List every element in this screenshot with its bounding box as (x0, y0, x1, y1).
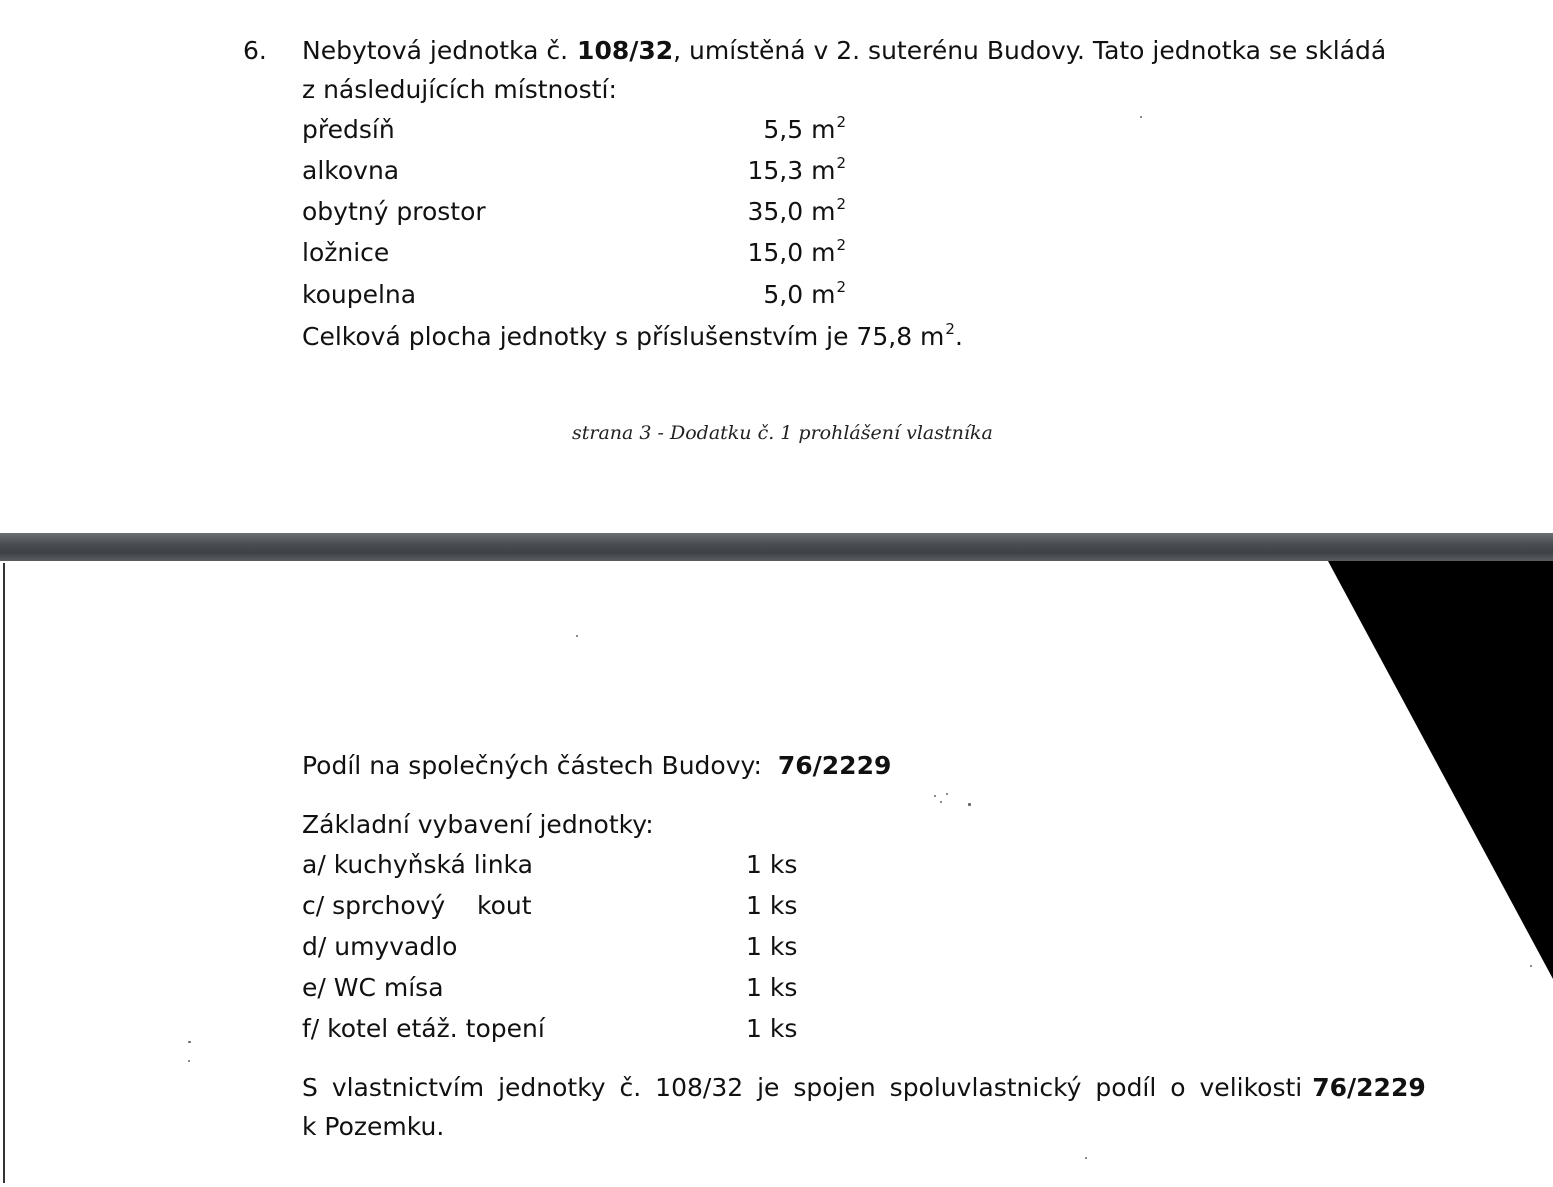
equipment-item: d/ umyvadlo (302, 932, 458, 961)
room-name: předsíň (302, 115, 395, 144)
equipment-item: a/ kuchyňská linka (302, 850, 533, 879)
room-name: alkovna (302, 156, 400, 185)
black-triangle (1328, 561, 1553, 979)
equipment-item: e/ WC mísa (302, 973, 444, 1002)
equipment-qty: 1 ks (746, 973, 798, 1002)
room-area: 15,3 $m^2$ (747, 154, 846, 185)
page-footer: strana 3 - Dodatku č. 1 prohlášení vlastníka (572, 422, 993, 444)
total-area: Celková plocha jednotky s příslušenstvím je 75,8 $m^2$. (302, 320, 963, 351)
room-area: 5,5 $m^2$ (763, 113, 846, 144)
scan-black-corner (1320, 561, 1553, 981)
page-separator (0, 533, 1553, 561)
heading-rest: , umístěná v 2. suterénu Budovy. Tato jednotka se skládá (673, 36, 1387, 65)
item-heading-line1 (302, 38, 1390, 63)
room-name: koupelna (302, 280, 417, 309)
room-area: 35,0 $m^2$ (747, 195, 846, 226)
scan-edge-line (3, 563, 5, 1183)
closing-line1 (302, 1073, 1426, 1102)
share-line (302, 753, 891, 778)
share-value: 76/2229 (777, 751, 892, 780)
closing-share: 76/2229 (1312, 1073, 1426, 1102)
equipment-qty: 1 ks (746, 891, 798, 920)
room-name: ložnice (302, 238, 390, 267)
equipment-qty: 1 ks (746, 932, 798, 961)
equipment-qty: 1 ks (746, 850, 798, 879)
equipment-item: f/ kotel etáž. topení (302, 1014, 545, 1043)
room-area: 5,0 $m^2$ (763, 278, 846, 309)
equipment-title: Základní vybavení jednotky: (302, 810, 654, 839)
equipment-qty: 1 ks (746, 1014, 798, 1043)
unit-number: 108/32 (577, 36, 674, 65)
item-number: 6. (243, 36, 267, 65)
equipment-item: c/ sprchový kout (302, 891, 532, 920)
item-heading-line2: z následujících místností: (302, 75, 617, 104)
room-area: 15,0 $m^2$ (747, 236, 846, 267)
room-name: obytný prostor (302, 197, 486, 226)
share-label: Podíl na společných částech Budovy: (302, 751, 762, 780)
closing-line2: k Pozemku. (302, 1112, 445, 1141)
closing-text: S vlastnictvím jednotky č. 108/32 je spojen spoluvlastnický podíl o velikosti (302, 1073, 1303, 1102)
heading-prefix: Nebytová jednotka č. (302, 36, 569, 65)
